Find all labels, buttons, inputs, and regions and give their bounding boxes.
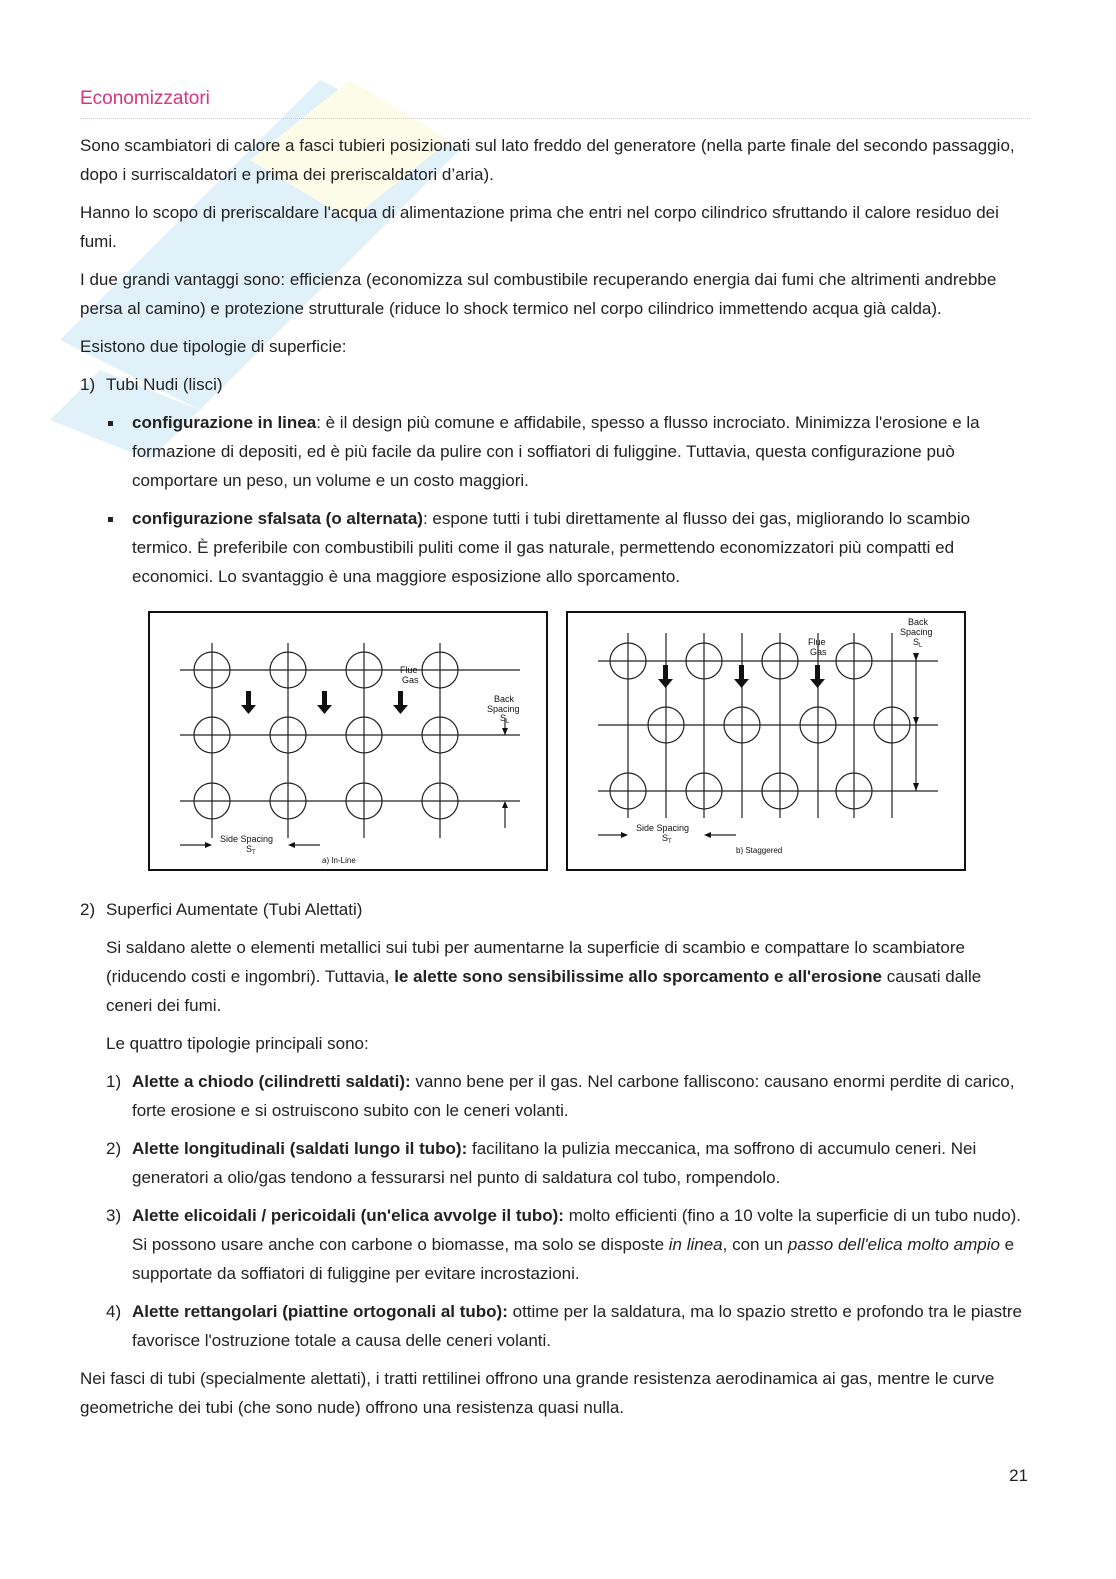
page-content bbox=[80, 88, 1030, 1422]
side-spacing-label: Side Spacing bbox=[220, 834, 274, 844]
back-label: Back bbox=[494, 694, 515, 704]
paragraph-3: I due grandi vantaggi sono: efficienza (economizza sul combustibile recuperando energia dai fumi che altrimenti andrebbe persa al camino) e protezione strutturale (riduce lo shock termico nel corpo cilindrico immettendo acqua già calda). bbox=[80, 270, 997, 318]
paragraph-1: Sono scambiatori di calore a fasci tubieri posizionati sul lato freddo del generatore (nella parte finale del secondo passaggio, dopo i surriscaldatori e prima dei preriscaldatori d’aria). bbox=[80, 136, 1015, 184]
fin-type-elicoidali bbox=[106, 1201, 1030, 1288]
st-subscript: T bbox=[668, 839, 672, 845]
sl-label: S bbox=[500, 713, 507, 723]
type-italic: passo dell'elica molto ampio bbox=[787, 1235, 1000, 1254]
type-text: molto efficienti (fino a 10 volte la superficie di un tubo nudo). Si possono usare anche con carbone o biomasse, ma solo se disposte bbox=[132, 1206, 1022, 1254]
bullet-in-linea bbox=[106, 408, 1030, 495]
p5-text-a: Si saldano alette o elementi metallici sui tubi per aumentarne la superficie di scambio e compattare lo scambiatore (riducendo costi e ingombri). Tuttavia, bbox=[106, 938, 965, 986]
bullet-sfalsata bbox=[106, 504, 1030, 591]
figure-caption: b) Staggered bbox=[736, 846, 783, 855]
type-bold: Alette rettangolari (piattine ortogonali al tubo): bbox=[132, 1302, 508, 1321]
type-bold: Alette longitudinali (saldati lungo il tubo): bbox=[132, 1139, 468, 1158]
flue-label: Flue bbox=[400, 665, 418, 675]
paragraph-7: Nei fasci di tubi (specialmente alettati), i tratti rettilinei offrono una grande resistenza aerodinamica ai gas, mentre le curve geometriche dei tubi (che sono nude) offrono una resistenza quasi nulla. bbox=[80, 1369, 995, 1417]
st-label: S bbox=[662, 833, 669, 843]
list-number: 4) bbox=[106, 1302, 122, 1321]
type-bold: Alette a chiodo (cilindretti saldati): bbox=[132, 1072, 411, 1091]
paragraph-5 bbox=[80, 933, 1030, 1020]
back-label: Back bbox=[908, 617, 929, 627]
figures-row bbox=[148, 611, 1030, 871]
list-item-superfici-aumentate bbox=[80, 895, 1030, 924]
st-subscript: T bbox=[252, 850, 256, 856]
gas-label: Gas bbox=[402, 675, 419, 685]
bullet-text: : espone tutti i tubi direttamente al flusso dei gas, migliorando lo scambio termico. È preferibile con combustibili puliti come il gas naturale, permettendo economizzatori più compatti ed economici. Lo svantaggio è una maggiore esposizione allo sporcamento. bbox=[132, 509, 971, 586]
fin-type-longitudinali bbox=[106, 1134, 1030, 1192]
side-spacing-label: Side Spacing bbox=[636, 823, 690, 833]
sl-label: S bbox=[913, 637, 920, 647]
page-number: 21 bbox=[1009, 1466, 1028, 1485]
spacing-label: Spacing bbox=[487, 704, 520, 714]
list-item-tubi-nudi bbox=[80, 370, 1030, 399]
spacing-label: Spacing bbox=[900, 627, 933, 637]
section-title: Economizzatori bbox=[80, 88, 1030, 119]
fin-types-list bbox=[80, 1067, 1030, 1355]
list-text: Tubi Nudi (lisci) bbox=[106, 375, 223, 394]
list-number: 1) bbox=[106, 1072, 122, 1091]
p5-bold: le alette sono sensibilissime allo sporcamento e all'erosione bbox=[394, 967, 882, 986]
flue-label: Flue bbox=[808, 637, 826, 647]
type-text: ottime per la saldatura, ma lo spazio stretto e profondo tra le piastre favorisce l'ostruzione totale a causa delle ceneri volanti. bbox=[132, 1302, 1022, 1350]
bullet-list bbox=[80, 408, 1030, 591]
fin-type-chiodo bbox=[106, 1067, 1030, 1125]
list-number: 3) bbox=[106, 1206, 122, 1225]
p5-text-c: causati dalle ceneri dei fumi. bbox=[106, 967, 982, 1015]
figure-caption: a) In-Line bbox=[322, 856, 356, 865]
type-text: , con un bbox=[722, 1235, 788, 1254]
gas-label: Gas bbox=[810, 647, 827, 657]
paragraph-6: Le quattro tipologie principali sono: bbox=[106, 1034, 369, 1053]
st-label: S bbox=[246, 844, 253, 854]
paragraph-2: Hanno lo scopo di preriscaldare l'acqua di alimentazione prima che entri nel corpo cilindrico sfruttando il calore residuo dei fumi. bbox=[80, 203, 999, 251]
figure-in-line bbox=[148, 611, 548, 871]
type-text: vanno bene per il gas. Nel carbone falliscono: causano enormi perdite di carico, forte erosione e si ostruiscono subito con le ceneri volanti. bbox=[132, 1072, 1015, 1120]
type-italic: in linea bbox=[668, 1235, 723, 1254]
figure-staggered bbox=[566, 611, 966, 871]
sl-subscript: L bbox=[919, 643, 923, 649]
fin-type-rettangolari bbox=[106, 1297, 1030, 1355]
bullet-bold: configurazione sfalsata (o alternata) bbox=[132, 509, 423, 528]
type-text: facilitano la pulizia meccanica, ma soffrono di accumulo ceneri. Nei generatori a olio/gas tendono a fessurarsi nel punto di saldatura col tubo, rompendolo. bbox=[132, 1139, 977, 1187]
list-number: 2) bbox=[80, 900, 96, 919]
bullet-text: : è il design più comune e affidabile, spesso a flusso incrociato. Minimizza l'erosione e la formazione di depositi, ed è più facile da pulire con i soffiatori di fuliggine. Tuttavia, questa configurazione può comportare un peso, un volume e un costo maggiori. bbox=[132, 413, 980, 490]
type-text: e supportate da soffiatori di fuliggine per evitare incrostazioni. bbox=[132, 1235, 1015, 1283]
type-bold: Alette elicoidali / pericoidali (un'elica avvolge il tubo): bbox=[132, 1206, 564, 1225]
paragraph-4: Esistono due tipologie di superficie: bbox=[80, 337, 347, 356]
list-text: Superfici Aumentate (Tubi Alettati) bbox=[106, 900, 363, 919]
bullet-bold: configurazione in linea bbox=[132, 413, 317, 432]
list-number: 2) bbox=[106, 1139, 122, 1158]
list-number: 1) bbox=[80, 375, 96, 394]
sl-subscript: L bbox=[506, 719, 510, 725]
